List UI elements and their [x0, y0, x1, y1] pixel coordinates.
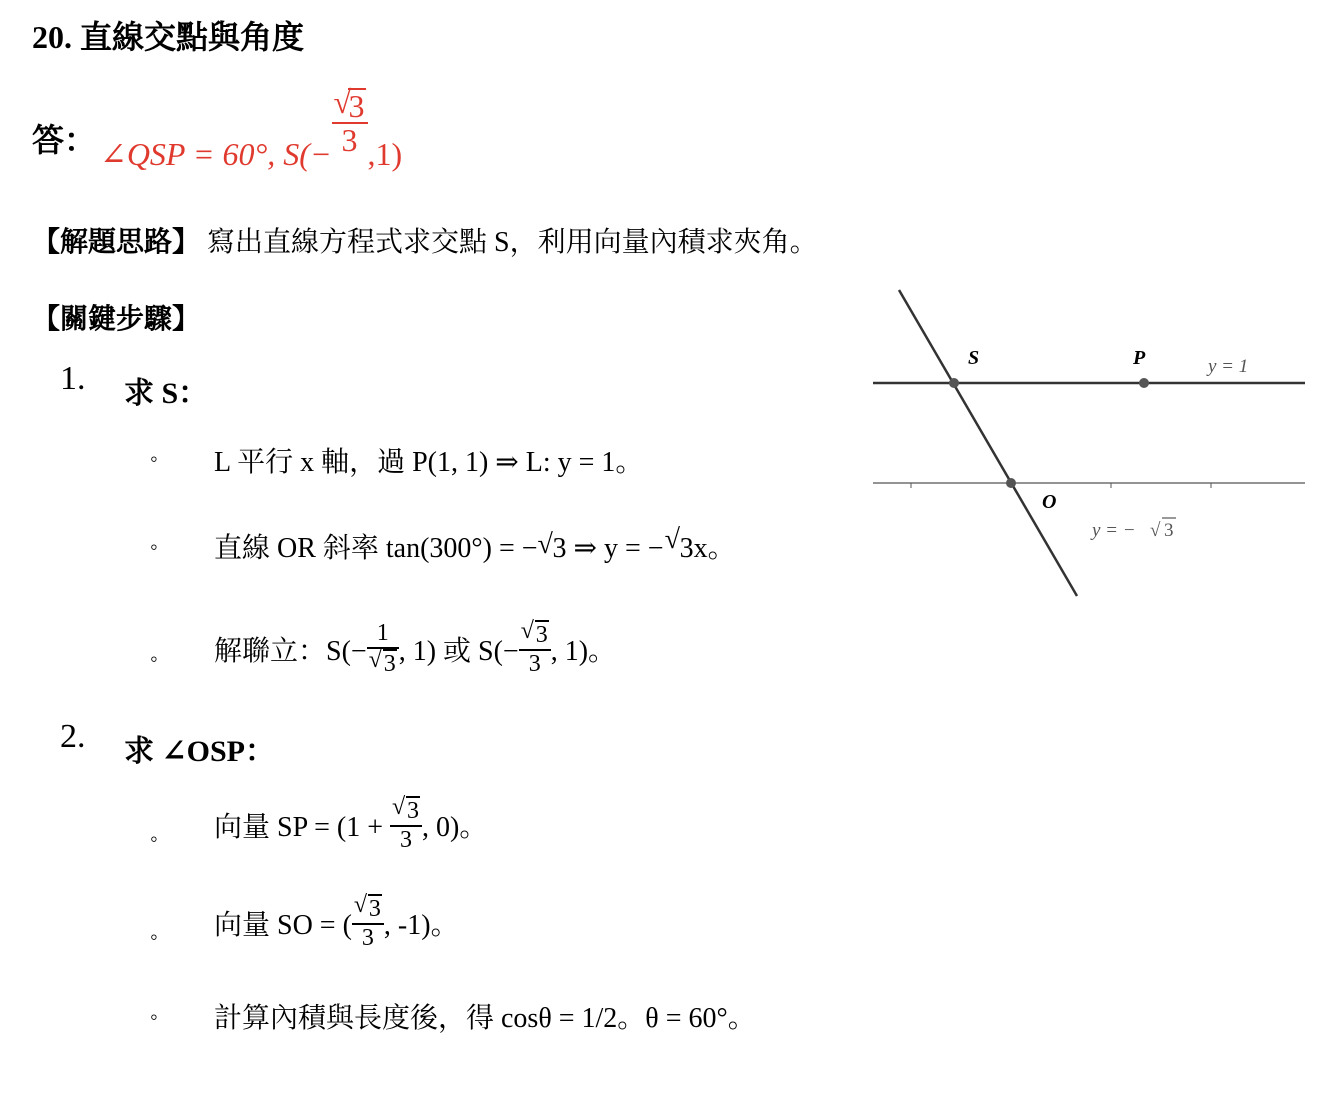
- point-O: [1006, 478, 1016, 488]
- point-P: [1139, 378, 1149, 388]
- step-item: 直線 OR 斜率 tan(300°) = − √ 3 ⇒ y = − √ 3x。: [214, 524, 736, 564]
- answer-tail: ,1): [367, 136, 403, 173]
- problem-title: 20. 直線交點與角度: [32, 19, 305, 55]
- label-line2: y = −: [1092, 520, 1136, 541]
- answer-label: 答：: [32, 122, 97, 158]
- answer-fraction: √ 3 3: [332, 88, 368, 156]
- step-item: 計算內積與長度後，得 cosθ = 1/2。θ = 60°。: [214, 1003, 756, 1034]
- step-title: 求 ∠OSP：: [124, 735, 275, 768]
- bullet-icon: ◦: [150, 646, 158, 671]
- bullet-icon: ◦: [150, 924, 158, 949]
- step-item: 解聯立：S(− 1 √ 3 , 1) 或 S(− √ 3 3 , 1)。: [214, 618, 617, 677]
- step-item: 向量 SP = (1 + √ 3 3 , 0)。: [214, 794, 488, 853]
- solution-idea: [32, 220, 818, 260]
- sqrt-symbol: √ 3 ⇒ y = −: [537, 529, 664, 564]
- label-line1: y = 1: [1208, 356, 1249, 377]
- answer-angle: ∠QSP = 60°, S(−: [100, 136, 332, 173]
- bullet-icon: ◦: [150, 446, 158, 471]
- answer-line: [32, 84, 403, 173]
- bullet-icon: ◦: [150, 826, 158, 851]
- line-OR: [899, 290, 1077, 596]
- answer-expression: [100, 84, 403, 173]
- solution-idea-heading: 【解題思路】: [32, 227, 201, 258]
- geometry-figure: [868, 286, 1308, 600]
- label-S: S: [968, 347, 980, 369]
- step-item: L 平行 x 軸，過 P(1, 1) ⇒ L: y = 1。: [214, 447, 644, 478]
- bullet-icon: ◦: [150, 1004, 158, 1029]
- sqrt-symbol: √ 3x。: [664, 524, 736, 564]
- key-steps-heading: 【關鍵步驟】: [32, 304, 201, 335]
- solution-idea-text: 寫出直線方程式求交點 S，利用向量內積求夾角。: [207, 227, 818, 258]
- bullet-icon: ◦: [150, 534, 158, 559]
- sqrt-symbol: √ 3: [333, 84, 365, 124]
- label-P: P: [1133, 347, 1146, 369]
- step-number: 2.: [60, 718, 86, 755]
- step-item: 向量 SO = ( √ 3 3 , -1)。: [214, 892, 459, 951]
- label-line2-rad: 3: [1164, 520, 1174, 541]
- step-title: 求 S：: [124, 377, 209, 410]
- step-number: 1.: [60, 360, 86, 397]
- sqrt-icon: √: [1150, 520, 1161, 541]
- point-S: [949, 378, 959, 388]
- label-O: O: [1042, 491, 1057, 513]
